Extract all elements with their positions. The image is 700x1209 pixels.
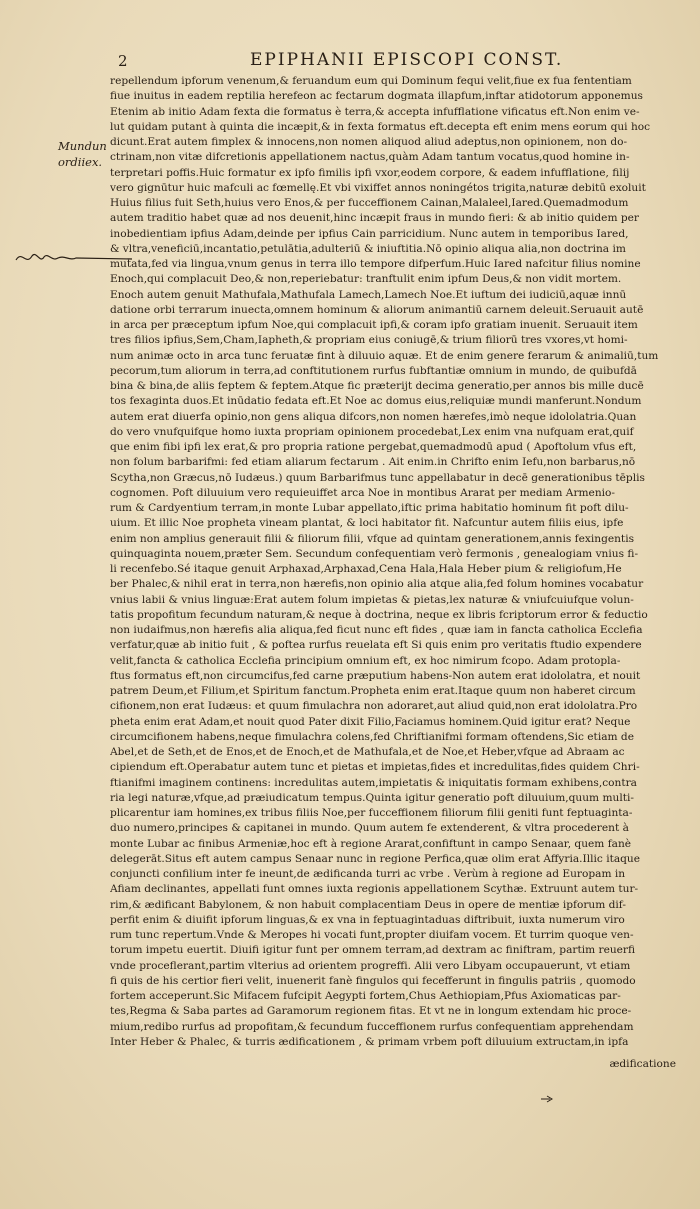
text-line: Afiam declinantes, appellati funt omnes iuxta regionis appellationem Scythæ. Extruunt autem tur- — [110, 883, 639, 896]
text-line: datione orbi terrarum inuecta,omnem hominum & aliorum animantiū carnem deleuit.Seruauit autē — [110, 303, 644, 316]
text-line: plicarentur iam homines,ex tribus filiis Noe,per fucceffionem filiorum filii geniti funt feptuaginta- — [110, 807, 633, 819]
text-line: enim non amplius generauit filii & filiorum filii, vfque ad quintam generationem,annis fexingentis — [110, 532, 635, 545]
text-line: tes,Regma & Saba partes ad Garamorum regionem fitas. Et vt ne in longum extendam hic proce- — [110, 1005, 632, 1018]
text-line: tos fexaginta duos.Et inūdatio fedata eft.Et Noe ac domus eius,reliquiæ mundi manferunt.Nondum — [110, 395, 642, 408]
text-line: ctrinam,non vitæ difcretionis appellationem nactus,quàm Adam tantum vocatus,quod homine in- — [110, 151, 630, 164]
text-line: Huius filius fuit Seth,huius vero Enos,& per fucceffionem Cainan,Malaleel,Iared.Quemadmodum — [110, 197, 629, 209]
text-line: duo numero,principes & capitanei in mundo. Quum autem fe extenderent, & vltra procederent à — [110, 822, 629, 835]
body-text-block — [110, 74, 682, 1050]
text-line: Inter Heber & Phalec, & turris ædificationem , & primam vrbem poft diluuium extructam,in ipfa — [110, 1035, 629, 1048]
text-line: terpretari poffis.Huic formatur ex ipfo fimilis ipfi vxor,eodem corpore, & eadem infufflatione, filij — [110, 166, 630, 179]
text-line: ftus formatus eft,non circumcifus,fed carne præputium habens-Non autem erat idololatra, et nouit — [110, 669, 641, 682]
text-line: tres filios ipfius,Sem,Cham,Iapheth,& propriam eius coniugē,& trium filiorū tres vxores,vt homi- — [110, 334, 628, 347]
text-line: ria legi naturæ,vfque,ad præiudicatum tempus.Quinta igitur generatio poft diluuium,quum multi- — [110, 791, 634, 804]
text-line: perfit enim & diuifit ipforum linguas,& ex vna in feptuagintaduas diftribuit, iuxta numerum viro — [110, 913, 625, 926]
text-line: Abel,et de Seth,et de Enos,et de Enoch,et de Mathufala,et de Noe,et Heber,vfque ad Abraam ac — [110, 746, 625, 758]
text-line: autem traditio habet quæ ad nos deuenit,hinc incæpit fraus in mundo fieri: & ab initio quidem per — [110, 212, 639, 225]
running-head: EPIPHANII EPISCOPI CONST. — [250, 50, 564, 70]
text-line: autem erat diuerfa opinio,non gens aliqua difcors,non nomen hærefes,imò neque idololatria.Quan — [110, 410, 637, 423]
text-line: rum tunc repertum.Vnde & Meropes hi vocati funt,propter diuifam vocem. Et turrim quoque ven- — [110, 929, 634, 941]
text-line: rum & Cardyentium terram,in monte Lubar appellato,iftic prima habitatio hominum fit poft dilu- — [110, 502, 629, 514]
text-line: ftianifmi imaginem continens: incredulitas autem,impietatis & iniquitatis formam exhibens,contra — [110, 776, 637, 789]
text-line: delegerāt.Situs eft autem campus Senaar nunc in regione Perfica,quæ olim erat Affyria.Illic itaque — [110, 852, 641, 865]
text-line: verfatur,quæ ab initio fuit , & poftea rurfus reuelata eft Si quis enim pro veritatis ftudio expendere — [110, 639, 642, 652]
text-line: non iudaifmus,non hærefis alia aliqua,fed ficut nunc eft fides , quæ iam in fancta catholica Ecclefia — [110, 624, 643, 636]
text-line: pecorum,tum aliorum in terra,ad conftitutionem rurfus fubftantiæ omnium in mundo, de quibufdā — [110, 364, 637, 377]
text-line: monte Lubar ac finibus Armeniæ,hoc eft à regione Ararat,confiftunt in campo Senaar, quem fanè — [110, 837, 632, 850]
text-line: Etenim ab initio Adam fexta die formatus è terra,& accepta infufflatione vificatus eft.Non enim ve- — [110, 105, 640, 118]
text-line: circumcifionem habens,neque fimulachra colens,fed Chriftianifmi formam oftendens,Sic etiam de — [110, 730, 634, 743]
text-line: & vltra,veneficiū,incantatio,petulātia,adulteriū & iniuftitia.Nō opinio aliqua alia,non doctrina im — [110, 242, 626, 255]
text-line: torum impetu euertit. Diuifi igitur funt per omnem terram,ad dextram ac finiftram, partim reuerfi — [110, 944, 636, 957]
margin-note — [58, 138, 108, 170]
page-header — [110, 50, 670, 74]
text-line: repellendum ipforum venenum,& feruandum eum qui Dominum fequi velit,fiue ex fua fententiam — [110, 75, 632, 87]
text-line: fi quis de his certior fieri velit, inuenerit fanè fingulos qui fecefferunt in fingulis patriis , quomodo — [110, 974, 636, 987]
text-line: ber Phalec,& nihil erat in terra,non hærefis,non opinio alia atque alia,fed folum homines vocabatur — [110, 578, 644, 591]
text-line: Enoch,qui complacuit Deo,& non,reperiebatur: tranftulit enim ipfum Deus,& non vidit mortem. — [110, 273, 622, 286]
margin-note-line-1: Mundun — [58, 139, 107, 153]
text-line: patrem Deum,et Filium,et Spiritum fanctum.Propheta enim erat.Itaque quum non haberet circum — [110, 685, 636, 697]
text-line: cifionem,non erat Iudæus: et quum fimulachra non adoraret,aut aliud quid,non erat idololatra.Pro — [110, 700, 638, 713]
text-line: lut quidam putant à quinta die incæpit,& in fexta formatus eft.decepta eft enim mens eorum qui hoc — [110, 120, 651, 133]
text-line: non folum barbarifmi: fed etiam aliarum fectarum . Ait enim.in Chrifto enim Iefu,non barbarus,nō — [110, 456, 636, 469]
text-line: fiue inuitus in eadem reptilia herefeon ac fectarum dogmata illapfum,inftar atidotorum apponemus — [110, 90, 643, 103]
margin-note-line-2: ordiiex. — [58, 155, 103, 169]
text-line: num animæ octo in arca tunc feruatæ fint à diluuio aquæ. Et de enim genere ferarum & animaliū,tum — [110, 349, 659, 362]
text-line: vnius labii & vnius linguæ:Erat autem folum impietas & pietas,lex naturæ & vniufcuiufque volun- — [110, 593, 634, 606]
text-line: li recenfebo.Sé itaque genuit Arphaxad,Arphaxad,Cena Hala,Hala Heber pium & religiofum,He — [110, 563, 622, 575]
text-line: velit,fancta & catholica Ecclefia principium omnium eft, ex hoc nimirum fcopo. Adam protopla- — [110, 654, 621, 667]
text-line: vnde proceflerant,partim vlterius ad orientem progreffi. Alii vero Libyam occupauerunt, vt etiam — [110, 959, 631, 972]
text-line: Scytha,non Græcus,nō Iudæus.) quum Barbarifmus tunc appellabatur in decē generationibus tēplis — [110, 471, 645, 484]
text-line: cognomen. Poft diluuium vero requieuiffet arca Noe in montibus Ararat per mediam Armenio- — [110, 486, 615, 499]
text-line: rim,& ædificant Babylonem, & non habuit complacentiam Deus in opere de mentiæ ipforum dif- — [110, 898, 626, 911]
text-line: mium,redibo rurfus ad propofitam,& fecundum fucceffionem rurfus confequentiam apprehendam — [110, 1020, 634, 1033]
text-line: conjuncti confilium inter fe ineunt,de ædificanda turri ac vrbe . Verùm à regione ad Europam in — [110, 868, 626, 880]
page-number: 2 — [118, 52, 128, 70]
catchword: ædificatione — [609, 1058, 676, 1070]
text-line: quinquaginta nouem,præter Sem. Secundum confequentiam verò fermonis , genealogiam vnius fi- — [110, 547, 639, 560]
text-line: fortem acceperunt.Sic Mifacem fufcipit Aegypti fortem,Chus Aethiopiam,Pfus Axiomaticas par- — [110, 990, 621, 1002]
text-line: vero gignūtur huic mafculi ac fœmellę.Et vbi vixiffet annos noningétos trigita,naturæ debitū exoluit — [110, 181, 646, 194]
text-line: tatis propofitum fecundum naturam,& neque à doctrina, neque ex libris fcriptorum error & feductio — [110, 608, 648, 621]
text-line: in arca per præceptum ipfum Noe,qui complacuit ipfi,& coram ipfo gratiam inuenit. Seruauit item — [110, 319, 638, 331]
ink-mark-icon — [540, 1094, 554, 1104]
text-line: uium. Et illic Noe propheta vineam plantat, & loci habitator fit. Nafcuntur autem filiis eius, ipfe — [110, 517, 624, 530]
text-line: mutata,fed via lingua,vnum genus in terra illo tempore difperfum.Huic Iared nafcitur filius nomine — [110, 258, 641, 270]
text-line: inobedientiam ipfius Adam,deinde per ipfius Cain parricidium. Nunc autem in temporibus Iared, — [110, 227, 629, 240]
text-line: cipiendum eft.Operabatur autem tunc et pietas et impietas,fides et incredulitas,fides quidem Chri- — [110, 761, 640, 774]
text-line: que enim fibi ipfi lex erat,& pro propria ratione pergebat,quemadmodū apud ( Apoftolum vfus eft, — [110, 441, 637, 453]
text-line: do vero vnufquifque homo iuxta propriam opinionem procedebat,Lex enim vna nufquam erat,quif — [110, 425, 634, 438]
text-line: dicunt.Erat autem fimplex & innocens,non nomen aliquod aliud adeptus,non opinionem, non do- — [110, 136, 628, 148]
text-line: bina & bina,de aliis feptem & feptem.Atque fic præterijt decima generatio,per annos bis mille ducē — [110, 380, 644, 392]
text-line: Enoch autem genuit Mathufala,Mathufala Lamech,Lamech Noe.Et iuftum dei iudiciū,aquæ innū — [110, 288, 627, 301]
text-line: pheta enim erat Adam,et nouit quod Pater dixit Filio,Faciamus hominem.Quid igitur erat? Neque — [110, 715, 631, 728]
